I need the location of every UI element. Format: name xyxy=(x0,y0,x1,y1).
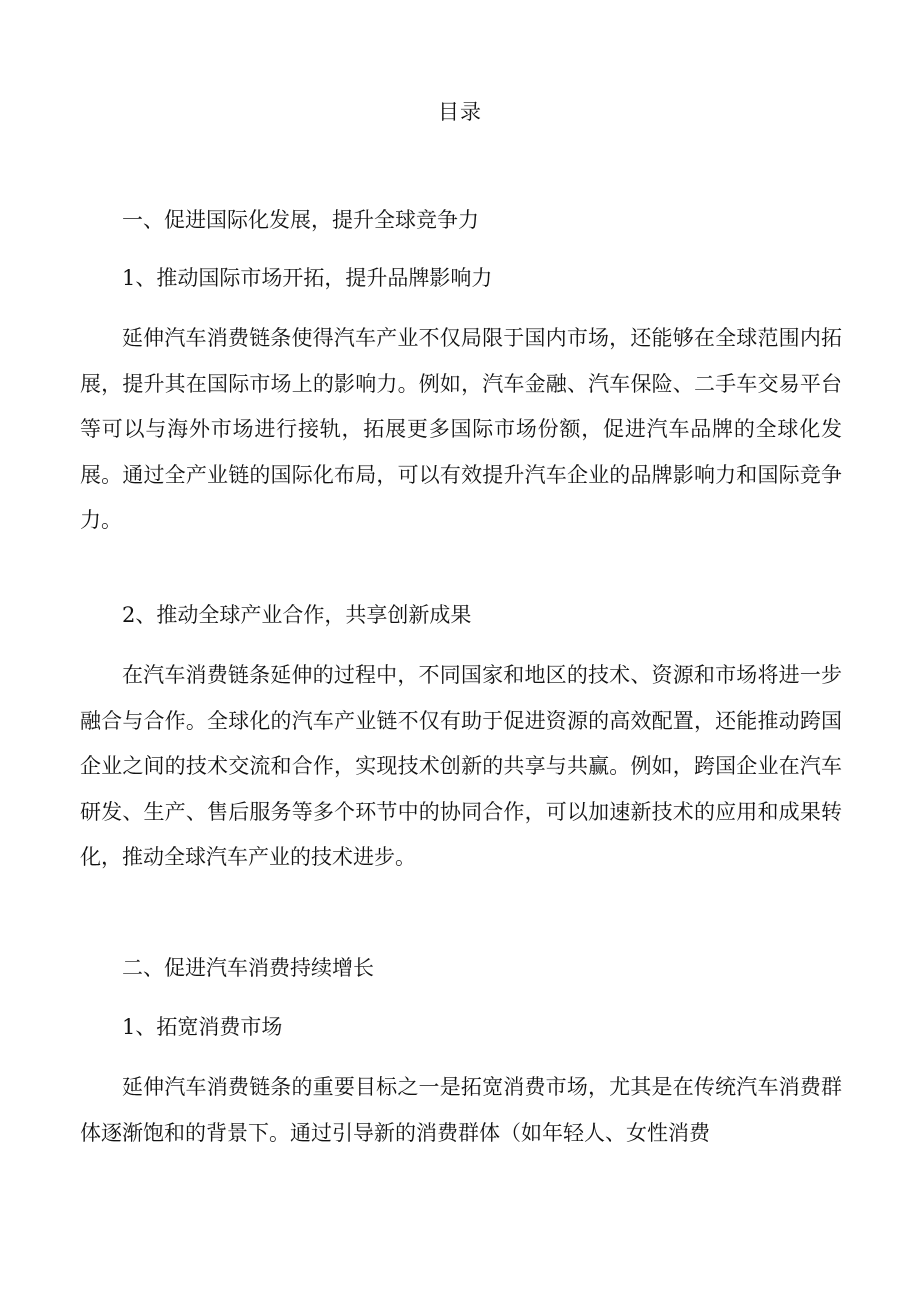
page-title: 目录 xyxy=(438,100,482,124)
section-2-heading: 二、促进汽车消费持续增长 xyxy=(122,956,374,980)
section-2-subheading-1: 1、拓宽消费市场 xyxy=(122,1015,283,1039)
section-1-subheading-2: 2、推动全球产业合作，共享创新成果 xyxy=(122,603,472,627)
section-1-sub-2-paragraph: 在汽车消费链条延伸的过程中，不同国家和地区的技术、资源和市场将进一步融合与合作。全球化的汽车产业链不仅有助于促进资源的高效配置，还能推动跨国企业之间的技术交流和合作，实现技术创新的共享与共赢。例如，跨国企业在汽车研发、生产、售后服务等多个环节中的协同合作，可以加速新技术的应用和成果转化，推动全球汽车产业的技术进步。 xyxy=(80,663,842,869)
section-2-sub-1-paragraph: 延伸汽车消费链条的重要目标之一是拓宽消费市场，尤其是在传统汽车消费群体逐渐饱和的背景下。通过引导新的消费群体（如年轻人、女性消费 xyxy=(80,1075,842,1145)
section-1-sub-1-paragraph: 延伸汽车消费链条使得汽车产业不仅局限于国内市场，还能够在全球范围内拓展，提升其在国际市场上的影响力。例如，汽车金融、汽车保险、二手车交易平台等可以与海外市场进行接轨，拓展更多国际市场份额，促进汽车品牌的全球化发展。通过全产业链的国际化布局，可以有效提升汽车企业的品牌影响力和国际竞争力。 xyxy=(80,326,842,532)
section-1-subheading-1: 1、推动国际市场开拓，提升品牌影响力 xyxy=(122,266,493,290)
section-1-heading: 一、促进国际化发展，提升全球竞争力 xyxy=(122,208,479,232)
